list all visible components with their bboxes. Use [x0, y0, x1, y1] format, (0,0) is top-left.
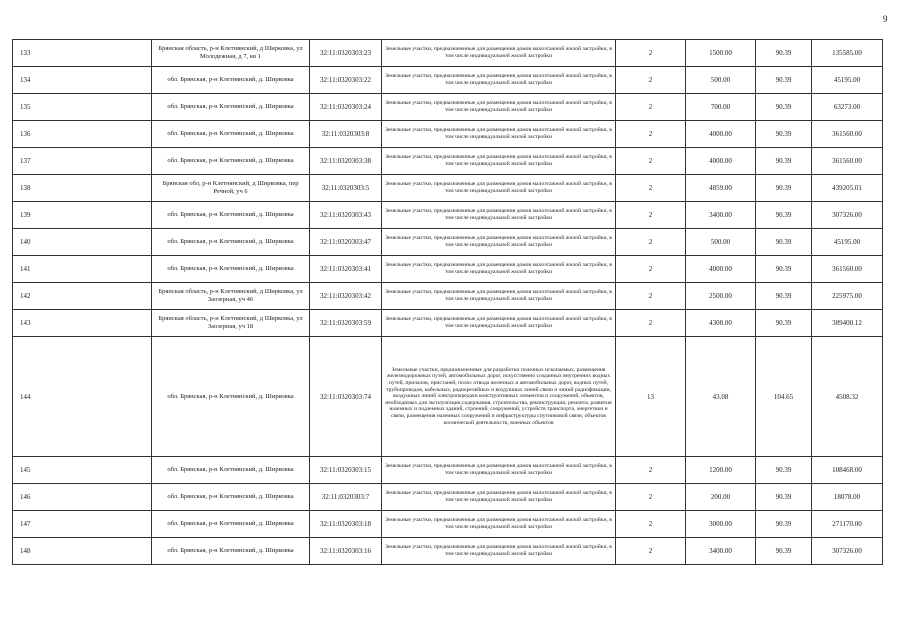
row-number: 133: [13, 40, 152, 67]
cadastral-number-cell: 32:11:0320303:24: [310, 94, 382, 121]
table-row: [13, 457, 883, 484]
row-number: 148: [13, 538, 152, 565]
table-row: [13, 337, 883, 457]
row-number: 134: [13, 67, 152, 94]
row-number: 138: [13, 175, 152, 202]
land-use-cell: Земельные участки, предназначенные для размещения домов малоэтажной жилой застройки, в том числе индивидуальной жилой застройки: [382, 457, 616, 484]
rate-cell: 90.39: [756, 148, 812, 175]
row-number: 145: [13, 457, 152, 484]
address-cell: Брянская область, р-н Клетнянский, д Ширковка, ул Заозерная, уч 46: [152, 283, 310, 310]
area-cell: 1200.00: [686, 457, 756, 484]
rate-cell: 90.39: [756, 256, 812, 283]
cadastral-number-cell: 32:11:0320303:43: [310, 202, 382, 229]
cadastral-value-cell: 361560.00: [812, 121, 883, 148]
table-row: [13, 94, 883, 121]
address-cell: обл. Брянская, р-н Клетнянский, д. Ширковка: [152, 94, 310, 121]
cadastral-value-cell: 63273.00: [812, 94, 883, 121]
address-cell: обл. Брянская, р-н Клетнянский, д. Ширковка: [152, 484, 310, 511]
page-number: 9: [883, 14, 888, 24]
table-row: [13, 121, 883, 148]
rate-cell: 90.39: [756, 229, 812, 256]
area-cell: 43.08: [686, 337, 756, 457]
area-cell: 4000.00: [686, 148, 756, 175]
row-number: 136: [13, 121, 152, 148]
table-row: [13, 229, 883, 256]
code-cell: 2: [616, 484, 686, 511]
code-cell: 2: [616, 310, 686, 337]
code-cell: 2: [616, 67, 686, 94]
cadastral-number-cell: 32:11:0320303:38: [310, 148, 382, 175]
cadastral-number-cell: 32:11:0320303:5: [310, 175, 382, 202]
address-cell: обл. Брянская, р-н Клетнянский, д. Ширковка: [152, 337, 310, 457]
code-cell: 2: [616, 256, 686, 283]
cadastral-number-cell: 32:11:0320303:7: [310, 484, 382, 511]
land-use-cell: Земельные участки, предназначенные для размещения домов малоэтажной жилой застройки, в том числе индивидуальной жилой застройки: [382, 283, 616, 310]
land-use-cell: Земельные участки, предназначенные для размещения домов малоэтажной жилой застройки, в том числе индивидуальной жилой застройки: [382, 175, 616, 202]
code-cell: 2: [616, 457, 686, 484]
land-use-cell: Земельные участки, предназначенные для размещения домов малоэтажной жилой застройки, в том числе индивидуальной жилой застройки: [382, 256, 616, 283]
table-body: [13, 40, 883, 565]
code-cell: 2: [616, 283, 686, 310]
area-cell: 200.00: [686, 484, 756, 511]
table-row: [13, 256, 883, 283]
cadastral-value-cell: 45195.00: [812, 229, 883, 256]
address-cell: обл. Брянская, р-н Клетнянский, д. Ширковка: [152, 229, 310, 256]
code-cell: 13: [616, 337, 686, 457]
cadastral-value-cell: 389400.12: [812, 310, 883, 337]
row-number: 135: [13, 94, 152, 121]
cadastral-number-cell: 32:11:0320303:15: [310, 457, 382, 484]
table-row: [13, 310, 883, 337]
cadastral-value-cell: 4508.32: [812, 337, 883, 457]
rate-cell: 90.39: [756, 484, 812, 511]
row-number: 143: [13, 310, 152, 337]
land-use-cell: Земельные участки, предназначенные для размещения домов малоэтажной жилой застройки, в том числе индивидуальной жилой застройки: [382, 121, 616, 148]
area-cell: 1500.00: [686, 40, 756, 67]
address-cell: обл. Брянская, р-н Клетнянский, д. Ширковка: [152, 256, 310, 283]
code-cell: 2: [616, 229, 686, 256]
address-cell: обл. Брянская, р-н Клетнянский, д. Ширковка: [152, 148, 310, 175]
cadastral-number-cell: 32:11:0320303:23: [310, 40, 382, 67]
cadastral-number-cell: 32:11:0320303:16: [310, 538, 382, 565]
row-number: 144: [13, 337, 152, 457]
code-cell: 2: [616, 511, 686, 538]
rate-cell: 90.39: [756, 283, 812, 310]
row-number: 146: [13, 484, 152, 511]
table-row: [13, 484, 883, 511]
rate-cell: 90.39: [756, 175, 812, 202]
cadastral-value-cell: 135585.00: [812, 40, 883, 67]
table-row: [13, 202, 883, 229]
address-cell: обл. Брянская, р-н Клетнянский, д. Ширковка: [152, 538, 310, 565]
cadastral-number-cell: 32:11:0320303:42: [310, 283, 382, 310]
rate-cell: 90.39: [756, 121, 812, 148]
address-cell: обл. Брянская, р-н Клетнянский, д. Ширковка: [152, 121, 310, 148]
row-number: 137: [13, 148, 152, 175]
area-cell: 4000.00: [686, 121, 756, 148]
rate-cell: 104.65: [756, 337, 812, 457]
cadastral-number-cell: 32:11:0320303:47: [310, 229, 382, 256]
cadastral-number-cell: 32:11:0320303:41: [310, 256, 382, 283]
area-cell: 2500.00: [686, 283, 756, 310]
address-cell: Брянская область, р-н Клетнянский, д Ширковка, ул Заозерная, уч 18: [152, 310, 310, 337]
rate-cell: 90.39: [756, 202, 812, 229]
land-use-cell: Земельные участки, предназначенные для размещения домов малоэтажной жилой застройки, в том числе индивидуальной жилой застройки: [382, 40, 616, 67]
land-use-cell: Земельные участки, предназначенные для размещения домов малоэтажной жилой застройки, в том числе индивидуальной жилой застройки: [382, 94, 616, 121]
land-use-cell: Земельные участки, предназначенные для размещения домов малоэтажной жилой застройки, в том числе индивидуальной жилой застройки: [382, 202, 616, 229]
rate-cell: 90.39: [756, 457, 812, 484]
rate-cell: 90.39: [756, 94, 812, 121]
row-number: 142: [13, 283, 152, 310]
row-number: 140: [13, 229, 152, 256]
cadastral-value-cell: 361560.00: [812, 148, 883, 175]
cadastral-value-cell: 361560.00: [812, 256, 883, 283]
cadastral-number-cell: 32:11:0320303:59: [310, 310, 382, 337]
cadastral-number-cell: 32:11:0320303:22: [310, 67, 382, 94]
code-cell: 2: [616, 202, 686, 229]
code-cell: 2: [616, 40, 686, 67]
rate-cell: 90.39: [756, 67, 812, 94]
cadastral-value-cell: 307326.00: [812, 202, 883, 229]
table-row: [13, 175, 883, 202]
land-use-cell: Земельные участки, предназначенные для размещения домов малоэтажной жилой застройки, в том числе индивидуальной жилой застройки: [382, 229, 616, 256]
table-row: [13, 538, 883, 565]
area-cell: 700.00: [686, 94, 756, 121]
address-cell: обл. Брянская, р-н Клетнянский, д. Ширковка: [152, 511, 310, 538]
land-parcels-table: [12, 39, 883, 565]
land-use-cell: Земельные участки, предназначенные для размещения домов малоэтажной жилой застройки, в том числе индивидуальной жилой застройки: [382, 484, 616, 511]
address-cell: обл. Брянская, р-н Клетнянский, д. Ширковка: [152, 202, 310, 229]
row-number: 139: [13, 202, 152, 229]
land-use-cell: Земельные участки, предназначенные для размещения домов малоэтажной жилой застройки, в том числе индивидуальной жилой застройки: [382, 538, 616, 565]
cadastral-number-cell: 32:11:0320303:8: [310, 121, 382, 148]
code-cell: 2: [616, 121, 686, 148]
area-cell: 3400.00: [686, 202, 756, 229]
land-use-cell: Земельные участки, предназначенные для размещения домов малоэтажной жилой застройки, в том числе индивидуальной жилой застройки: [382, 67, 616, 94]
cadastral-number-cell: 32:11:0320303:18: [310, 511, 382, 538]
address-cell: Брянская область, р-н Клетнянский, д Ширковка, ул Молодежная, д 7, кв 1: [152, 40, 310, 67]
area-cell: 4308.00: [686, 310, 756, 337]
cadastral-value-cell: 45195.00: [812, 67, 883, 94]
cadastral-value-cell: 225975.00: [812, 283, 883, 310]
area-cell: 4859.00: [686, 175, 756, 202]
rate-cell: 90.39: [756, 538, 812, 565]
row-number: 147: [13, 511, 152, 538]
table-row: [13, 40, 883, 67]
land-use-cell: Земельные участки, предназначенные для размещения домов малоэтажной жилой застройки, в том числе индивидуальной жилой застройки: [382, 148, 616, 175]
cadastral-value-cell: 307326.00: [812, 538, 883, 565]
address-cell: обл. Брянская, р-н Клетнянский, д. Ширковка: [152, 67, 310, 94]
table-row: [13, 511, 883, 538]
cadastral-value-cell: 18078.00: [812, 484, 883, 511]
rate-cell: 90.39: [756, 310, 812, 337]
address-cell: обл. Брянская, р-н Клетнянский, д. Ширковка: [152, 457, 310, 484]
code-cell: 2: [616, 175, 686, 202]
area-cell: 4000.00: [686, 256, 756, 283]
land-use-cell: Земельные участки, предназначенные для размещения домов малоэтажной жилой застройки, в том числе индивидуальной жилой застройки: [382, 511, 616, 538]
table-row: [13, 283, 883, 310]
area-cell: 3400.00: [686, 538, 756, 565]
address-cell: Брянская обл, р-н Клетнянский, д Ширковка, пер Речной, уч 6: [152, 175, 310, 202]
area-cell: 500.00: [686, 67, 756, 94]
rate-cell: 90.39: [756, 40, 812, 67]
rate-cell: 90.39: [756, 511, 812, 538]
table-row: [13, 148, 883, 175]
land-use-cell: Земельные участки, предназначенные для разработки полезных ископаемых, размещения железнодорожных путей, автомобильных дорог, искусственно созданных внутренних водных путей, причалов, пристаней, полос отвода железных и автомобильных дорог, водных путей, трубопроводов, кабельных, радиорелейных и воздушных линий связи и линий радиофикации, воздушных линий электропередачи конструктивных элементов и сооружений, объектов, необходимых для эксплуатации,содержания, строительства, реконструкции, ремонта, развития наземных и подземных зданий, строений, сооружений, устройств транспорта, энергетики и связи, размещения наземных сооружений и инфраструктуры спутниковой связи, объектов космической деятельности, военных объектов: [382, 337, 616, 457]
code-cell: 2: [616, 94, 686, 121]
cadastral-number-cell: 32:11:0320303:74: [310, 337, 382, 457]
cadastral-value-cell: 271170.00: [812, 511, 883, 538]
row-number: 141: [13, 256, 152, 283]
table-row: [13, 67, 883, 94]
cadastral-value-cell: 439205.01: [812, 175, 883, 202]
code-cell: 2: [616, 148, 686, 175]
area-cell: 3000.00: [686, 511, 756, 538]
cadastral-value-cell: 108468.00: [812, 457, 883, 484]
land-use-cell: Земельные участки, предназначенные для размещения домов малоэтажной жилой застройки, в том числе индивидуальной жилой застройки: [382, 310, 616, 337]
code-cell: 2: [616, 538, 686, 565]
area-cell: 500.00: [686, 229, 756, 256]
